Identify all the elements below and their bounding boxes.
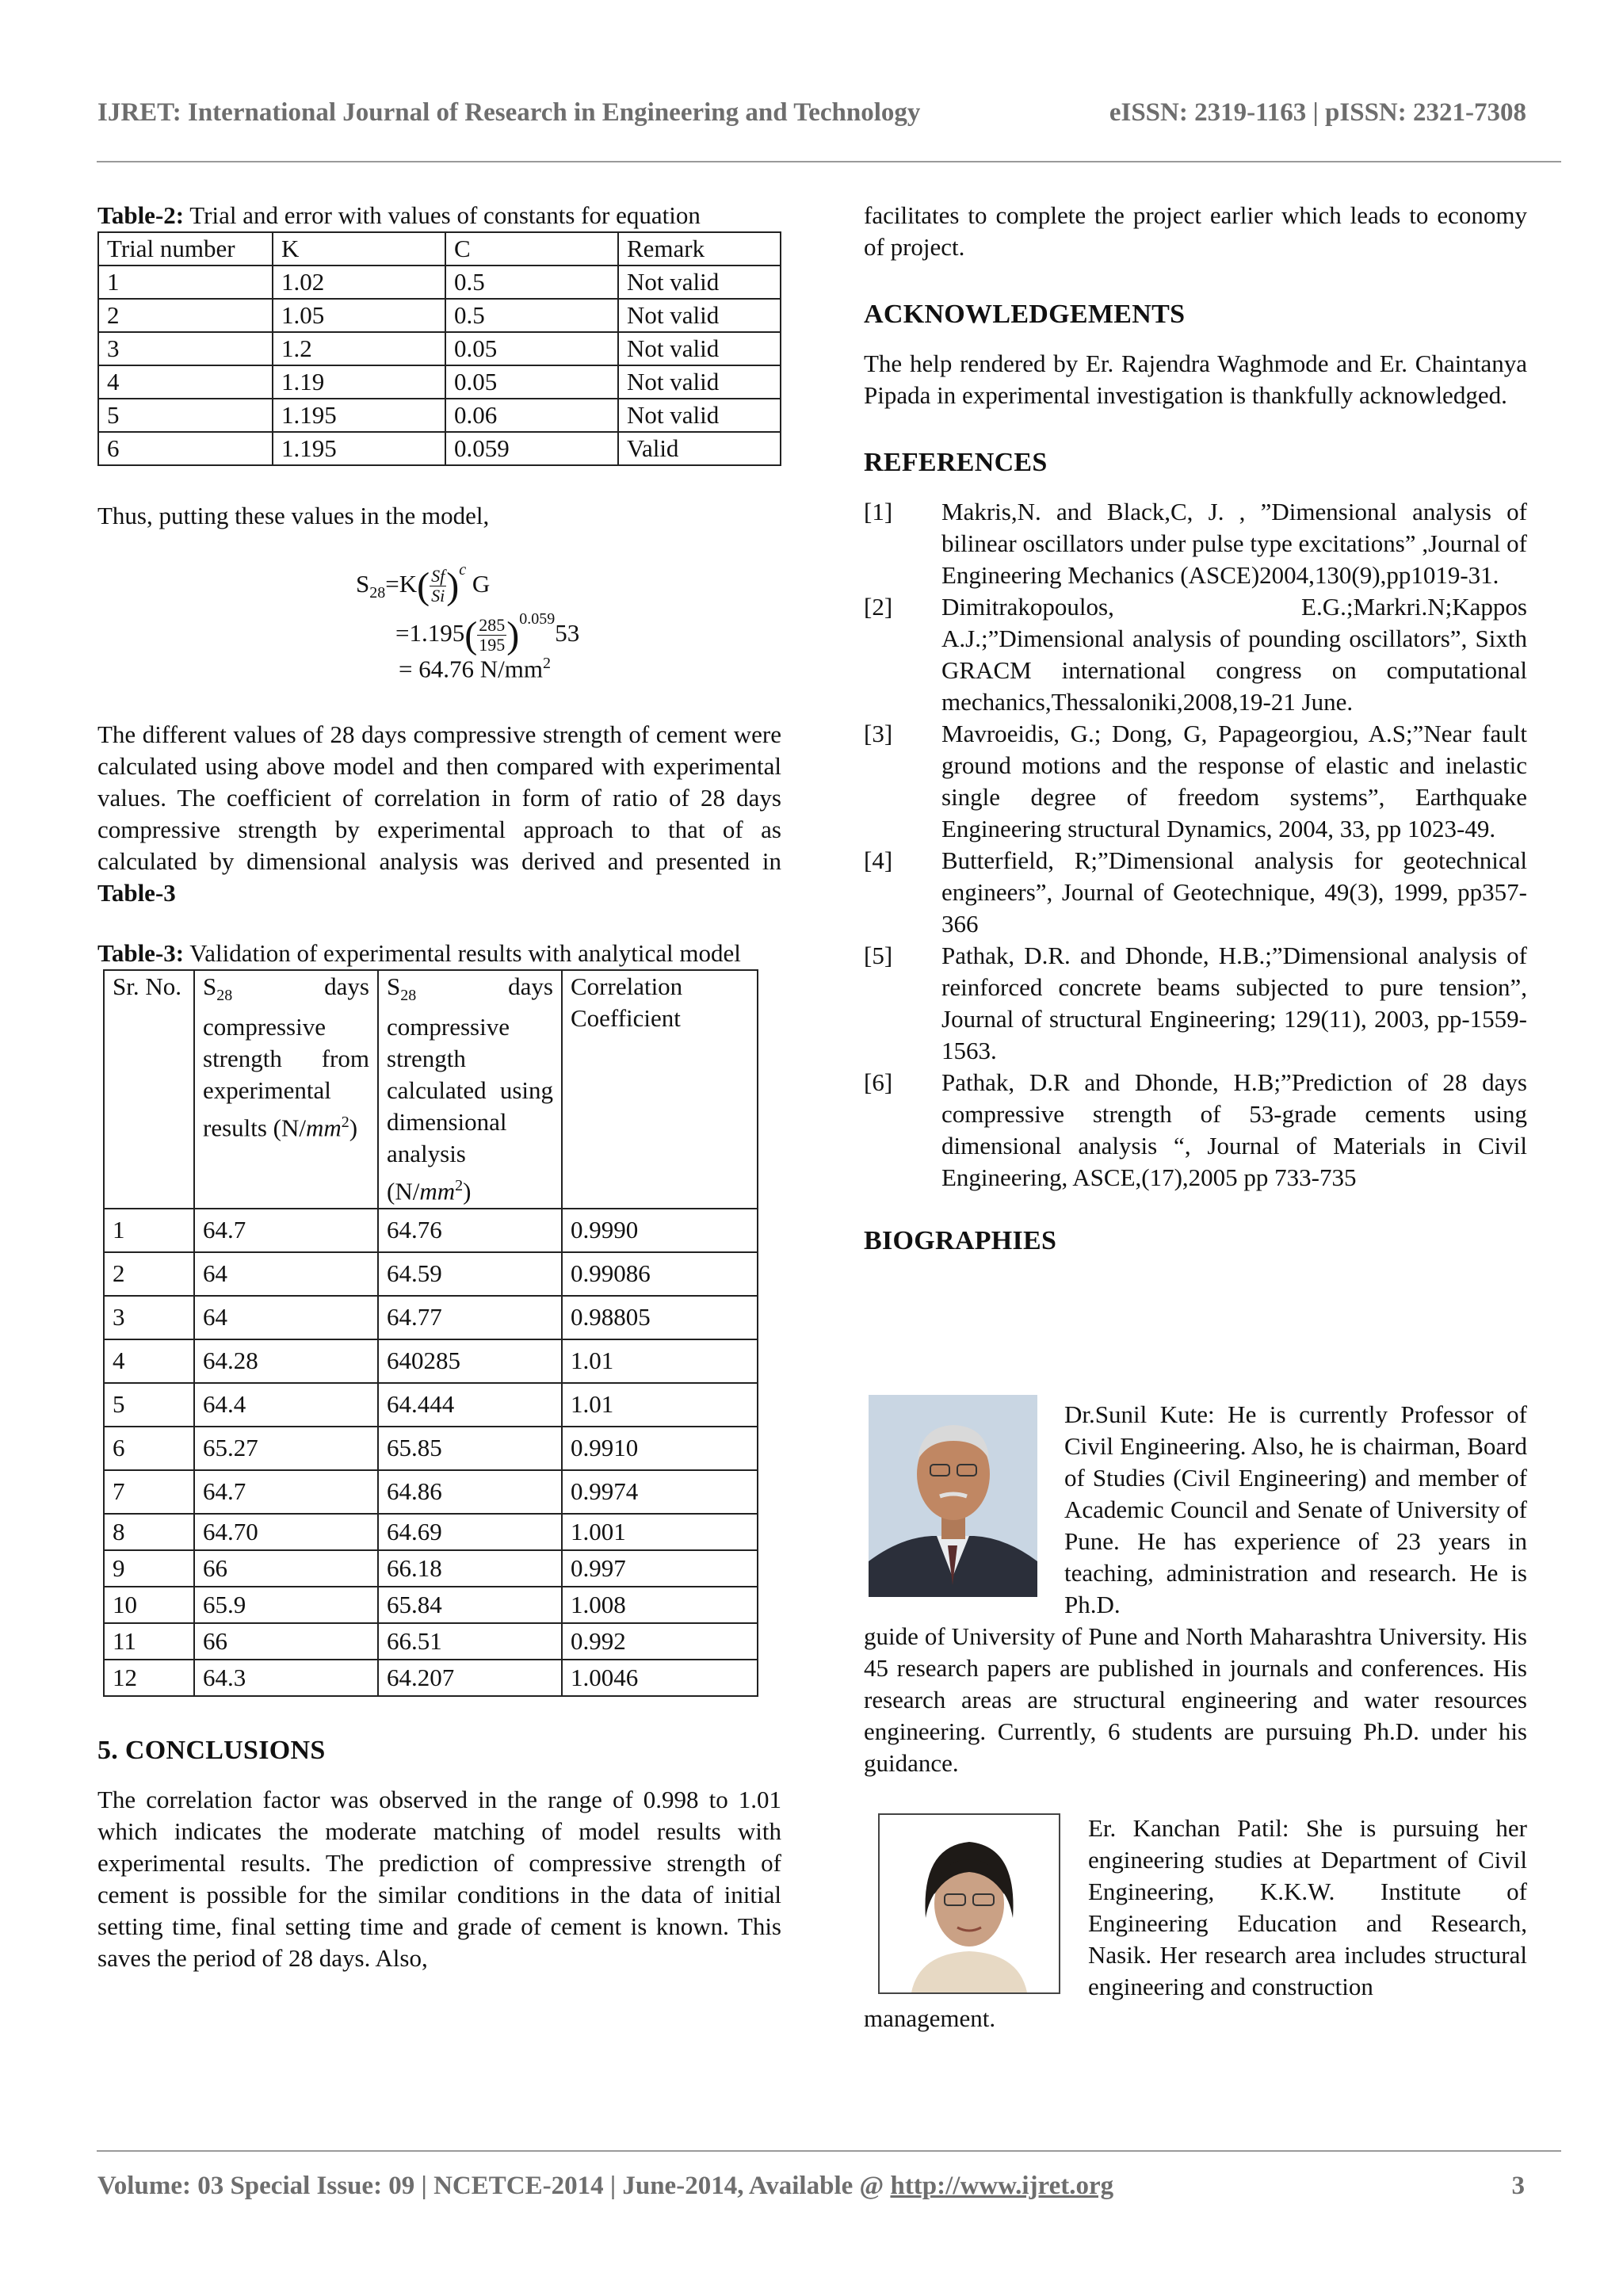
table2-header-row — [98, 232, 781, 266]
table3-row — [104, 1383, 758, 1427]
table3-cell: 65.27 — [194, 1427, 378, 1470]
reference-item — [864, 1067, 1527, 1194]
table2-cell: Not valid — [618, 332, 781, 365]
table3-cell: 0.9910 — [562, 1427, 758, 1470]
table3-cell: 64.207 — [378, 1660, 562, 1696]
table2-cell: 3 — [98, 332, 273, 365]
table3-cell: 0.997 — [562, 1550, 758, 1587]
table3-cell: 3 — [104, 1296, 194, 1339]
acknowledgements-text: The help rendered by Er. Rajendra Waghmode and Er. Chaintanya Pipada in experimental investigation is thankfully acknowledged. — [864, 350, 1527, 409]
reference-item — [864, 718, 1527, 845]
table2-cell: 1.2 — [273, 332, 445, 365]
reference-number: [2] — [864, 593, 893, 621]
table2-caption: Table-2: Trial and error with values of constants for equation — [97, 201, 701, 229]
table3-cell: 64.444 — [378, 1383, 562, 1427]
table3-cell: 11 — [104, 1623, 194, 1660]
table3-cell: 66.51 — [378, 1623, 562, 1660]
table2-cell: 6 — [98, 432, 273, 465]
right-column — [864, 200, 1527, 1257]
table3-cell: 6 — [104, 1427, 194, 1470]
reference-number: [5] — [864, 942, 893, 969]
reference-item — [864, 940, 1527, 1067]
table2-cell: 0.05 — [445, 365, 618, 399]
table2-cell: 0.059 — [445, 432, 618, 465]
table3-cell: 64 — [194, 1296, 378, 1339]
table2-cell: 1.05 — [273, 299, 445, 332]
author-photo-kanchan-patil — [878, 1813, 1060, 1994]
running-header-issn: eISSN: 2319-1163 | pISSN: 2321-7308 — [1109, 98, 1526, 127]
bio2-side-text: Er. Kanchan Patil: She is pursuing her engineering studies at Department of Civil Engineering, K.K.W. Institute of Engineering Education and Research, Nasik. Her research area includes structural engineering and construction — [1088, 1814, 1527, 2000]
table3-cell: 1.01 — [562, 1383, 758, 1427]
table2-cell: 4 — [98, 365, 273, 399]
table3-col-calculated: $S_{28}$ days compressive strength calculated using dimensional analysis $(N/mm^2)$ — [378, 970, 562, 1209]
table2 — [97, 231, 781, 466]
table3-row — [104, 1339, 758, 1383]
table2-col-trial: Trial number — [98, 232, 273, 266]
bio1-full-text: guide of University of Pune and North Maharashtra University. His 45 research papers are published in journals and conferences. His research areas are structural engineering and water resources engineering. Currently, 6 students are pursuing Ph.D. under his guidance. — [864, 1622, 1527, 1777]
table3-cell: 64 — [194, 1252, 378, 1296]
reference-number: [6] — [864, 1068, 893, 1096]
table2-cell: 1.02 — [273, 266, 445, 299]
table3-row — [104, 1427, 758, 1470]
table2-col-remark: Remark — [618, 232, 781, 266]
footer-link[interactable]: http://www.ijret.org — [890, 2172, 1114, 2200]
table2-cell: Not valid — [618, 266, 781, 299]
table3-cell: 65.85 — [378, 1427, 562, 1470]
references-list — [864, 496, 1527, 1194]
acknowledgements-heading: ACKNOWLEDGEMENTS — [864, 300, 1186, 329]
table2-cell: Not valid — [618, 365, 781, 399]
table3-row — [104, 1252, 758, 1296]
table2-cell: 0.05 — [445, 332, 618, 365]
table3-cell: 66 — [194, 1550, 378, 1587]
table2-row — [98, 399, 781, 432]
table3-cell: 1.001 — [562, 1514, 758, 1550]
table3-row — [104, 1587, 758, 1623]
reference-number: [3] — [864, 720, 893, 747]
table3-cell: 7 — [104, 1470, 194, 1514]
table3-cell: 64.86 — [378, 1470, 562, 1514]
table3-col-srno: Sr. No. — [104, 970, 194, 1209]
reference-text: Mavroeidis, G.; Dong, G, Papageorgiou, A.S;”Near fault ground motions and the response of elastic and inelastic single degree of freedom systems”, Earthquake Engineering structural Dynamics, 2004, 33, pp 1023-49. — [941, 720, 1527, 842]
table2-cell: Not valid — [618, 299, 781, 332]
table3-cell: 64.70 — [194, 1514, 378, 1550]
reference-text: Butterfield, R;”Dimensional analysis for geotechnical engineers”, Journal of Geotechnique, 49(3), 1999, pp357-366 — [941, 846, 1527, 938]
table3-cell: 0.9990 — [562, 1209, 758, 1252]
bio2-full-text: management. — [864, 2004, 996, 2032]
table2-cell: 0.06 — [445, 399, 618, 432]
reference-text: Makris,N. and Black,C, J. , ”Dimensional analysis of bilinear oscillators under pulse type excitations” ,Journal of Engineering Mechanics (ASCE)2004,130(9),pp1019-31. — [941, 498, 1527, 589]
running-header-journal: IJRET: International Journal of Research in Engineering and Technology — [97, 98, 921, 127]
table2-row — [98, 365, 781, 399]
table3-cell: 0.98805 — [562, 1296, 758, 1339]
table3-cell: 64.69 — [378, 1514, 562, 1550]
table2-row — [98, 432, 781, 465]
right-intro-paragraph: facilitates to complete the project earlier which leads to economy of project. — [864, 201, 1527, 261]
table3-cell: 4 — [104, 1339, 194, 1383]
reference-text: Pathak, D.R. and Dhonde, H.B.;”Dimensional analysis of reinforced concrete beams subjected to pure tension”, Journal of structural Engineering; 129(11), 2003, pp-1559-1563. — [941, 942, 1527, 1064]
table2-cell: 2 — [98, 299, 273, 332]
left-column — [97, 200, 781, 1974]
table3-cell: 1.0046 — [562, 1660, 758, 1696]
table3-cell: 64.3 — [194, 1660, 378, 1696]
reference-number: [1] — [864, 498, 893, 525]
table2-cell: 1.195 — [273, 432, 445, 465]
table3-row — [104, 1550, 758, 1587]
equation-line-2: =1.195( $\frac{285}{195}$ )$^{0.059}$53 — [395, 610, 580, 656]
equation-line-3: = 64.76 $N/mm^2$ — [399, 655, 551, 683]
table2-cell: Valid — [618, 432, 781, 465]
bio1-side-text: Dr.Sunil Kute: He is currently Professor of Civil Engineering. Also, he is chairman, Board of Studies (Civil Engineering) and member of Academic Council and Senate of University of Pune. He has experience of 23 years in teaching, administration and research. He is Ph.D. — [1064, 1400, 1527, 1618]
table3-col-correlation: Correlation Coefficient — [562, 970, 758, 1209]
table3-col-experimental: $S_{28}$ days compressive strength from experimental results $(N/mm^2)$ — [194, 970, 378, 1209]
equation-block — [97, 532, 781, 690]
table3-cell: 64.7 — [194, 1209, 378, 1252]
table3-row — [104, 1470, 758, 1514]
reference-item — [864, 845, 1527, 940]
table3-cell: 8 — [104, 1514, 194, 1550]
reference-item — [864, 591, 1527, 718]
references-heading: REFERENCES — [864, 448, 1048, 477]
table3 — [103, 969, 758, 1697]
reference-text: Dimitrakopoulos, E.G.;Markri.N;Kappos A.J.;”Dimensional analysis of pounding oscillators”, Sixth GRACM international congress on computational mechanics,Thessaloniki,2008,19-21 June. — [941, 593, 1527, 716]
table3-cell: 64.7 — [194, 1470, 378, 1514]
table2-row — [98, 299, 781, 332]
table3-cell: 0.992 — [562, 1623, 758, 1660]
header-rule — [97, 161, 1561, 162]
table3-cell: 1 — [104, 1209, 194, 1252]
table2-cell: 1.195 — [273, 399, 445, 432]
table3-cell: 64.4 — [194, 1383, 378, 1427]
footer-volume: Volume: 03 Special Issue: 09 | NCETCE-2014 | June-2014, Available @ http://www.ijret.org — [97, 2172, 1114, 2200]
model-intro: Thus, putting these values in the model, — [97, 502, 490, 529]
conclusions-text: The correlation factor was observed in the range of 0.998 to 1.01 which indicates the moderate matching of model results with experimental results. The prediction of compressive strength of cement is possible for the similar conditions in the data of initial setting time, final setting time and grade of cement is known. This saves the period of 28 days. Also, — [97, 1785, 781, 1972]
table3-cell: 65.84 — [378, 1587, 562, 1623]
table2-cell: 1 — [98, 266, 273, 299]
table3-cell: 0.99086 — [562, 1252, 758, 1296]
validation-paragraph: The different values of 28 days compressive strength of cement were calculated using above model and then compared with experimental values. The coefficient of correlation in form of ratio of 28 days compressive strength by experimental approach to that of as calculated by dimensional analysis was derived and presented in Table-3 — [97, 720, 781, 907]
table3-cell: 64.76 — [378, 1209, 562, 1252]
table2-cell: 0.5 — [445, 299, 618, 332]
table3-row — [104, 1514, 758, 1550]
table3-row — [104, 1623, 758, 1660]
table3-cell: 65.9 — [194, 1587, 378, 1623]
table2-row — [98, 266, 781, 299]
table2-row — [98, 332, 781, 365]
conclusions-heading: 5. CONCLUSIONS — [97, 1735, 326, 1765]
table3-cell: 2 — [104, 1252, 194, 1296]
table3-cell: 64.59 — [378, 1252, 562, 1296]
table2-col-c: C — [445, 232, 618, 266]
table2-cell: 0.5 — [445, 266, 618, 299]
table3-cell: 10 — [104, 1587, 194, 1623]
table3-cell: 1.01 — [562, 1339, 758, 1383]
footer-rule — [97, 2150, 1561, 2152]
table3-cell: 66 — [194, 1623, 378, 1660]
table3-cell: 640285 — [378, 1339, 562, 1383]
table3-caption: Table-3: Validation of experimental results with analytical model — [97, 939, 741, 967]
table3-row — [104, 1209, 758, 1252]
table2-cell: 1.19 — [273, 365, 445, 399]
table3-row — [104, 1660, 758, 1696]
table3-cell: 64.28 — [194, 1339, 378, 1383]
author-photo-sunil-kute — [869, 1395, 1037, 1597]
equation-line-1: $S_{28}=K$( $\frac{Sf}{Si}$ )$^c$ G — [356, 561, 491, 607]
table3-cell: 66.18 — [378, 1550, 562, 1587]
reference-text: Pathak, D.R and Dhonde, H.B;”Prediction of 28 days compressive strength of 53-grade cements using dimensional analysis “, Journal of Materials in Civil Engineering, ASCE,(17),2005 pp 733-735 — [941, 1068, 1527, 1191]
table2-cell: 5 — [98, 399, 273, 432]
table3-cell: 1.008 — [562, 1587, 758, 1623]
reference-number: [4] — [864, 846, 893, 874]
footer-page-number: 3 — [1511, 2172, 1525, 2200]
table3-cell: 0.9974 — [562, 1470, 758, 1514]
table2-col-k: K — [273, 232, 445, 266]
table3-header-row — [104, 970, 758, 1209]
table3-cell: 64.77 — [378, 1296, 562, 1339]
table3-cell: 12 — [104, 1660, 194, 1696]
table3-cell: 5 — [104, 1383, 194, 1427]
table2-cell: Not valid — [618, 399, 781, 432]
table3-cell: 9 — [104, 1550, 194, 1587]
biographies-heading: BIOGRAPHIES — [864, 1226, 1057, 1255]
table3-row — [104, 1296, 758, 1339]
reference-item — [864, 496, 1527, 591]
